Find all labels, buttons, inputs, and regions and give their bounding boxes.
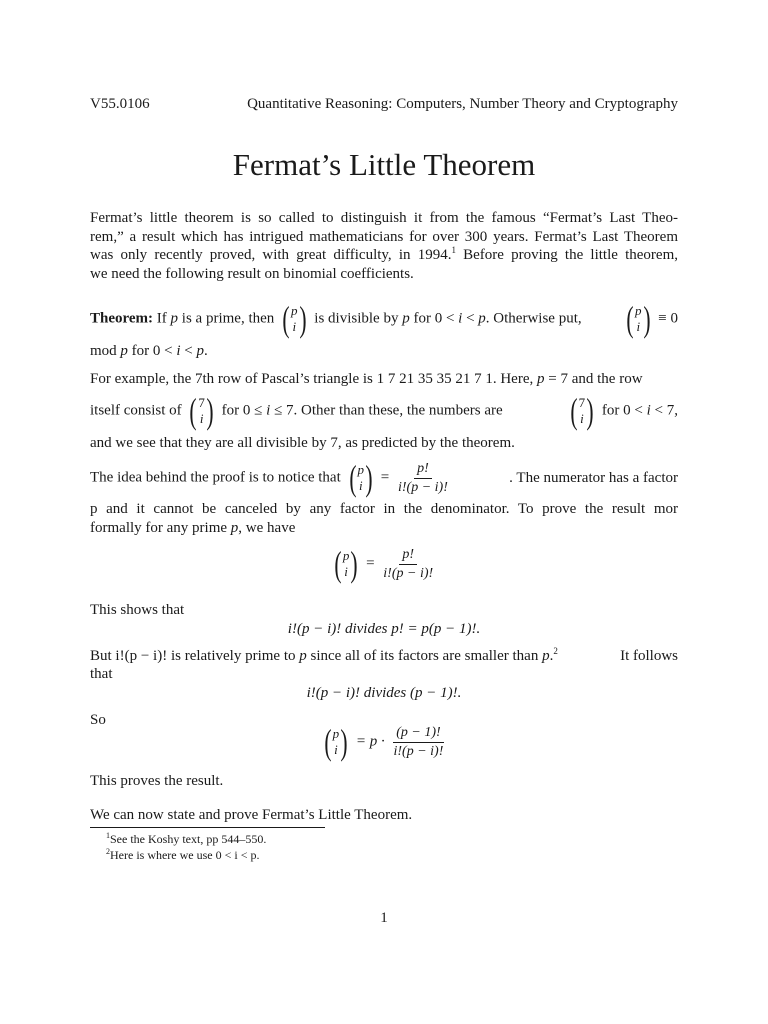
binom-bottom: i bbox=[344, 564, 348, 579]
var-p: p bbox=[542, 648, 550, 664]
idea-line-1-right: . The numerator has a factor bbox=[509, 469, 678, 486]
idea-text-a: The idea behind the proof is to notice that bbox=[90, 469, 345, 486]
course-subject: Quantitative Reasoning: Computers, Number Theory and Cryptography bbox=[247, 96, 678, 112]
binom-stack bbox=[198, 395, 205, 427]
equals-sign: = bbox=[377, 469, 393, 486]
page-title: Fermat’s Little Theorem bbox=[232, 147, 536, 182]
intro-line-4: we need the following result on binomial coefficients. bbox=[90, 265, 414, 282]
theorem-line-1 bbox=[90, 296, 678, 342]
right-paren: ) bbox=[642, 299, 651, 339]
idea-line-1-left bbox=[90, 460, 453, 496]
right-paren: ) bbox=[298, 299, 307, 339]
example-text-e: ≤ 7. Other than these, the numbers are bbox=[270, 402, 503, 419]
var-i: i bbox=[176, 343, 181, 359]
frac-numerator: p! bbox=[414, 461, 432, 479]
theorem-text-g: ≡ 0 bbox=[654, 310, 678, 327]
intro-line-3a: was only recently proved, with great difficulty, in 1994. bbox=[90, 247, 452, 263]
idea-line-2: p and it cannot be canceled by any factor in the denominator. To prove the result mor bbox=[90, 501, 678, 517]
fraction-p-factorial bbox=[380, 547, 436, 582]
binom-bottom: i bbox=[636, 319, 641, 334]
frac-numerator: p! bbox=[399, 547, 417, 565]
footnote-1-mark: 1 bbox=[106, 831, 110, 840]
var-i: i bbox=[646, 402, 651, 419]
but-paragraph bbox=[90, 647, 678, 683]
binom-top: p bbox=[291, 303, 298, 318]
equation-3: i!(p − i)! divides (p − 1)!. bbox=[306, 685, 462, 701]
var-p: p bbox=[230, 520, 239, 536]
footnote-2-text: Here is where we use 0 < i < p. bbox=[110, 848, 260, 862]
example-text-b: = 7 and the row bbox=[544, 371, 643, 387]
binom-top: p bbox=[635, 303, 642, 318]
theorem-line-1-end bbox=[622, 301, 678, 337]
var-i: i bbox=[266, 402, 271, 419]
theorem-text-b: is a prime, then bbox=[178, 310, 279, 327]
example-text-g: < 7, bbox=[650, 402, 678, 419]
fraction-p-factorial bbox=[395, 461, 451, 496]
binomial-p-i bbox=[347, 460, 376, 496]
binom-stack bbox=[333, 726, 340, 758]
left-paren: ( bbox=[282, 299, 290, 339]
var-p: p bbox=[402, 310, 410, 327]
theorem-line-2 bbox=[90, 342, 678, 360]
course-code: V55.0106 bbox=[90, 96, 150, 112]
but-text-d: It follows bbox=[620, 648, 678, 664]
binom-stack bbox=[291, 303, 298, 335]
theorem-label: Theorem: bbox=[90, 310, 154, 327]
so-line: So bbox=[90, 712, 106, 728]
binom-stack bbox=[635, 303, 642, 335]
var-p: p bbox=[478, 310, 486, 327]
intro-line-2: rem,” a result which has intrigued mathematicians for over 300 years. Fermat’s Last Theorem bbox=[90, 228, 678, 245]
right-paren: ) bbox=[206, 391, 214, 431]
binomial-7-i bbox=[568, 393, 597, 429]
footnote-ref-1: 1 bbox=[451, 245, 456, 255]
binom-top: p bbox=[332, 726, 340, 741]
theorem-block bbox=[90, 296, 678, 360]
but-text-a: But i!(p − i)! is relatively prime to bbox=[90, 648, 300, 664]
binom-bottom: i bbox=[334, 742, 338, 757]
binom-stack bbox=[343, 548, 350, 580]
theorem-text-f: . Otherwise put, bbox=[485, 310, 582, 327]
shows-line: This shows that bbox=[90, 602, 185, 618]
binom-bottom: i bbox=[292, 319, 297, 334]
binom-bottom: i bbox=[358, 478, 363, 493]
theorem-text-d: for 0 < bbox=[409, 310, 459, 327]
var-p: p bbox=[537, 371, 545, 387]
frac-numerator: (p − 1)! bbox=[393, 725, 443, 743]
intro-line-1: Fermat’s little theorem is so called to distinguish it from the famous “Fermat’s Last Theo- bbox=[90, 210, 678, 226]
binom-stack bbox=[579, 395, 586, 427]
theorem-text-e: < bbox=[462, 310, 479, 327]
example-line-2-left bbox=[90, 393, 503, 429]
frac-denominator: i!(p − i)! bbox=[397, 479, 448, 495]
example-line-3: and we see that they are all divisible by 7, as predicted by the theorem. bbox=[90, 435, 515, 451]
example-text-a: For example, the 7th row of Pascal’s triangle is 1 7 21 35 35 21 7 1. Here, bbox=[90, 371, 537, 387]
equation-4 bbox=[90, 724, 678, 760]
theorem-text-period: . bbox=[204, 343, 208, 359]
binomial-7-i bbox=[187, 393, 216, 429]
footnote-1-text: See the Koshy text, pp 544–550. bbox=[110, 832, 267, 846]
binomial-p-i bbox=[322, 724, 351, 760]
but-text-c: . bbox=[549, 648, 554, 664]
binom-top: p bbox=[342, 548, 350, 563]
binom-stack bbox=[358, 462, 365, 494]
example-line-1 bbox=[90, 370, 678, 388]
example-line-2-right bbox=[566, 393, 678, 429]
right-paren: ) bbox=[586, 391, 594, 431]
but-line-2: that bbox=[90, 666, 113, 682]
intro-paragraph bbox=[90, 209, 678, 283]
binom-top: p bbox=[357, 462, 365, 477]
right-paren: ) bbox=[365, 458, 373, 498]
example-paragraph bbox=[90, 370, 678, 452]
binom-top: 7 bbox=[578, 395, 586, 410]
example-line-2 bbox=[90, 388, 678, 434]
example-text-c: itself consist of bbox=[90, 402, 186, 419]
var-p: p bbox=[170, 310, 179, 327]
idea-line-1 bbox=[90, 456, 678, 500]
right-paren: ) bbox=[350, 544, 358, 584]
binom-top: 7 bbox=[198, 395, 205, 410]
binom-bottom: i bbox=[199, 411, 204, 426]
left-paren: ( bbox=[334, 544, 342, 584]
but-line-1 bbox=[90, 647, 678, 665]
theorem-text-a: If bbox=[153, 310, 171, 327]
idea-text-c: , we have bbox=[238, 520, 296, 536]
idea-line-3 bbox=[90, 519, 678, 538]
theorem-text-for: for 0 < bbox=[127, 343, 177, 359]
equation-1 bbox=[90, 546, 678, 582]
footnote-ref-2: 2 bbox=[553, 646, 558, 656]
binomial-p-i bbox=[624, 301, 653, 337]
example-text-f: for 0 < bbox=[598, 402, 647, 419]
footnote-1 bbox=[106, 832, 266, 846]
var-p: p bbox=[196, 343, 205, 359]
right-paren: ) bbox=[340, 722, 348, 762]
theorem-line-1-text bbox=[90, 301, 582, 337]
page-number: 1 bbox=[380, 910, 388, 926]
footnote-2-mark: 2 bbox=[106, 847, 110, 856]
frac-denominator: i!(p − i)! bbox=[393, 743, 444, 759]
state-line: We can now state and prove Fermat’s Little Theorem. bbox=[90, 807, 413, 823]
idea-text-b: formally for any prime bbox=[90, 520, 231, 536]
left-paren: ( bbox=[324, 722, 332, 762]
left-paren: ( bbox=[348, 458, 357, 498]
left-paren: ( bbox=[189, 391, 198, 431]
left-paren: ( bbox=[626, 299, 634, 339]
idea-paragraph bbox=[90, 456, 678, 538]
footnote-2 bbox=[106, 848, 260, 862]
theorem-text-c: is divisible by bbox=[310, 310, 403, 327]
binomial-p-i bbox=[280, 301, 309, 337]
left-paren: ( bbox=[570, 391, 578, 431]
equation-2: i!(p − i)! divides p! = p(p − 1)!. bbox=[287, 621, 481, 637]
var-i: i bbox=[458, 310, 463, 327]
binom-bottom: i bbox=[580, 411, 584, 426]
var-p: p bbox=[299, 648, 307, 664]
example-text-d: for 0 ≤ bbox=[217, 402, 267, 419]
frac-denominator: i!(p − i)! bbox=[383, 565, 434, 581]
equals-p-dot: = p · bbox=[352, 733, 389, 750]
theorem-text-lt: < bbox=[180, 343, 197, 359]
binomial-p-i bbox=[332, 546, 361, 582]
but-text-b: since all of its factors are smaller than bbox=[306, 648, 543, 664]
proves-line: This proves the result. bbox=[90, 773, 224, 789]
intro-line-3b: Before proving the little theorem, bbox=[455, 247, 678, 263]
fraction-p-minus-1 bbox=[391, 725, 447, 760]
but-line-1-left bbox=[90, 647, 558, 665]
equals-sign: = bbox=[362, 555, 379, 572]
intro-line-3 bbox=[90, 246, 678, 265]
var-p: p bbox=[120, 343, 128, 359]
theorem-text-mod: mod bbox=[90, 343, 121, 359]
footnote-rule bbox=[90, 827, 325, 828]
